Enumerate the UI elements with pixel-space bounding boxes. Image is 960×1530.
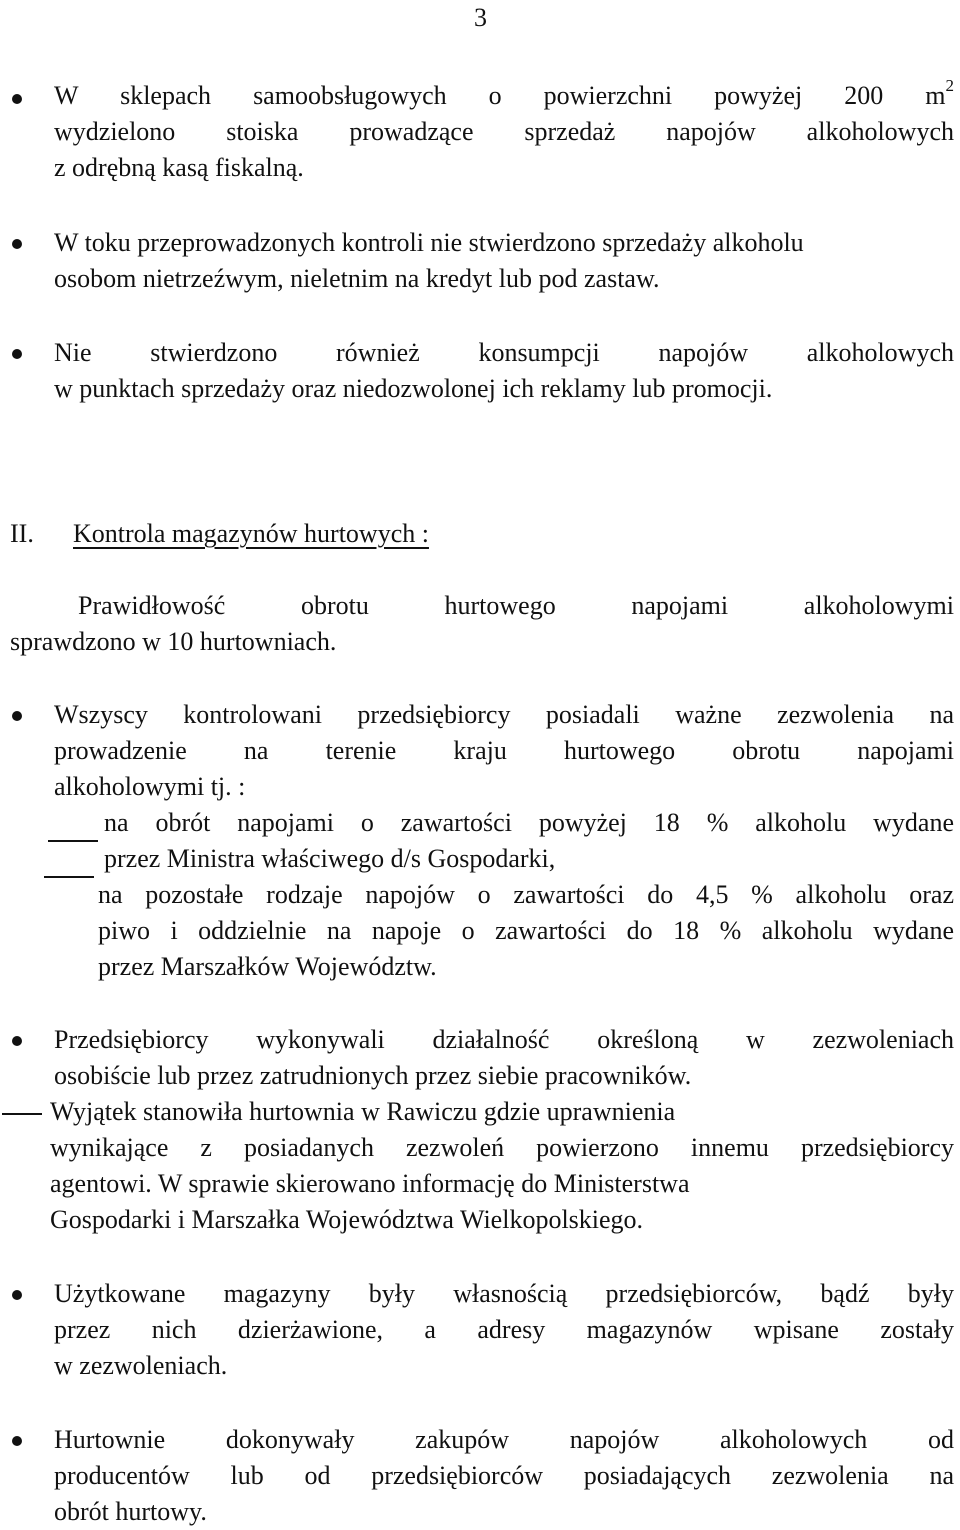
bullet-paragraph-activity	[54, 1022, 954, 1094]
bullet-icon	[12, 711, 22, 721]
bullet-icon	[12, 239, 22, 249]
bullet-paragraph-warehouses	[54, 1276, 954, 1384]
bullet-paragraph-controls	[54, 225, 954, 297]
paragraph-line: na obrót napojami o zawartości powyżej 18 % alkoholu wydane	[104, 808, 954, 837]
bullet-icon	[12, 1290, 22, 1300]
paragraph-line: Wyjątek stanowiła hurtownia w Rawiczu gdzie uprawnienia	[50, 1097, 676, 1126]
paragraph-line: wydzielono stoiska prowadzące sprzedaż napojów alkoholowych	[54, 117, 954, 146]
paragraph-line: W toku przeprowadzonych kontroli nie stwierdzono sprzedaży alkoholu	[54, 228, 804, 257]
section-title: Kontrola magazynów hurtowych :	[73, 519, 429, 548]
paragraph-line: Gospodarki i Marszałka Województwa Wielkopolskiego.	[50, 1205, 644, 1234]
paragraph-line: przez Ministra właściwego d/s Gospodarki,	[104, 844, 556, 873]
paragraph-line: Hurtownie dokonywały zakupów napojów alkoholowych od	[54, 1425, 954, 1454]
paragraph-line: z odrębną kasą fiskalną.	[54, 153, 304, 182]
paragraph-line: na pozostałe rodzaje napojów o zawartości do 4,5 % alkoholu oraz	[98, 880, 954, 909]
paragraph-line: w zezwoleniach.	[54, 1351, 228, 1380]
license-item-ministry	[104, 805, 954, 877]
paragraph-line: Nie stwierdzono również konsumpcji napojów alkoholowych	[54, 338, 954, 367]
paragraph-line: Wszyscy kontrolowani przedsiębiorcy posiadali ważne zezwolenia na	[54, 700, 954, 729]
bullet-paragraph-purchases	[54, 1422, 954, 1530]
license-item-marshals	[98, 877, 954, 985]
dash-icon	[44, 876, 94, 878]
paragraph-line: sprawdzono w 10 hurtowniach.	[10, 627, 337, 656]
bullet-icon	[12, 94, 22, 104]
paragraph-line: Użytkowane magazyny były własnością przedsiębiorców, bądź były	[54, 1279, 954, 1308]
bullet-icon	[12, 349, 22, 359]
paragraph-line: osobiście lub przez zatrudnionych przez siebie pracowników.	[54, 1061, 692, 1090]
paragraph-line: w punktach sprzedaży oraz niedozwolonej ich reklamy lub promocji.	[54, 374, 773, 403]
dash-icon	[48, 840, 98, 842]
paragraph-line: osobom nietrzeźwym, nieletnim na kredyt lub pod zastaw.	[54, 264, 660, 293]
exception-item	[50, 1094, 954, 1238]
paragraph-line: Przedsiębiorcy wykonywali działalność określoną w zezwoleniach	[54, 1025, 954, 1054]
paragraph-line: W sklepach samoobsługowych o powierzchni powyżej 200 $m^2$	[54, 76, 954, 110]
bullet-paragraph-stores	[54, 78, 954, 186]
paragraph-line: piwo i oddzielnie na napoje o zawartości do 18 % alkoholu wydane	[98, 916, 954, 945]
dash-icon	[2, 1113, 42, 1115]
paragraph-line: przez nich dzierżawione, a adresy magazynów wpisane zostały	[54, 1315, 954, 1344]
bullet-paragraph-licenses	[54, 697, 954, 805]
bullet-paragraph-consumption	[54, 335, 954, 407]
superscript: 2	[945, 76, 954, 95]
paragraph-line: agentowi. W sprawie skierowano informację do Ministerstwa	[50, 1169, 690, 1198]
paragraph-line: wynikające z posiadanych zezwoleń powierzono innemu przedsiębiorcy	[50, 1133, 954, 1162]
paragraph-line: prowadzenie na terenie kraju hurtowego obrotu napojami	[54, 736, 954, 765]
section-number: II.	[10, 519, 34, 548]
bullet-icon	[12, 1436, 22, 1446]
page-number: 3	[474, 3, 487, 32]
paragraph-line: przez Marszałków Województw.	[98, 952, 437, 981]
bullet-icon	[12, 1036, 22, 1046]
paragraph-line: obrót hurtowy.	[54, 1497, 207, 1526]
paragraph-line: alkoholowymi tj. :	[54, 772, 246, 801]
paragraph-line: Prawidłowość obrotu hurtowego napojami alkoholowymi	[78, 591, 954, 620]
section-intro	[10, 588, 954, 660]
paragraph-line: producentów lub od przedsiębiorców posiadających zezwolenia na	[54, 1461, 954, 1490]
